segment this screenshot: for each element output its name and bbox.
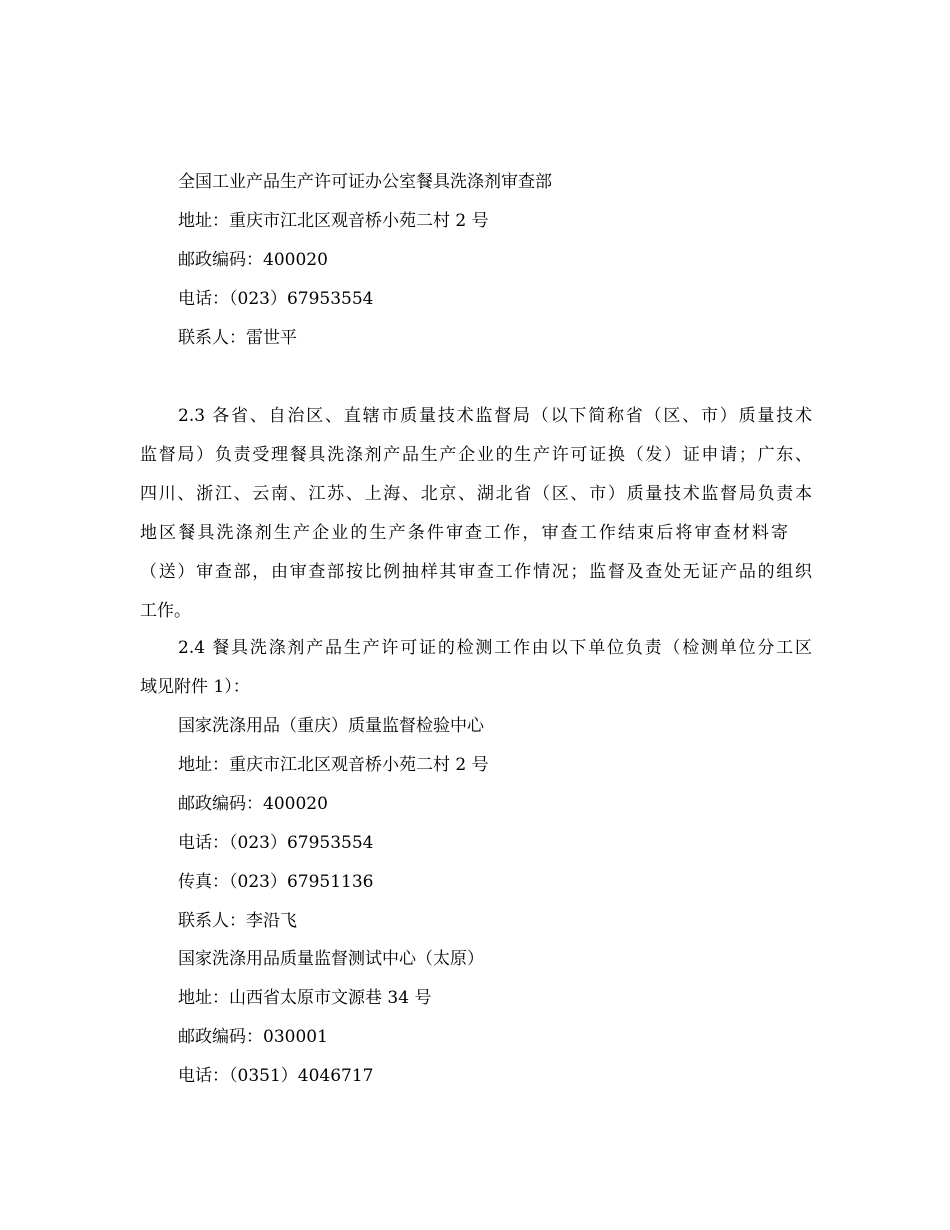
review-dept-postcode: 邮政编码：400020 bbox=[178, 250, 328, 270]
chongqing-center-contact: 联系人：李沿飞 bbox=[178, 911, 297, 931]
chongqing-center-phone: 电话：（023）67953554 bbox=[178, 833, 374, 853]
para-2-4-line-1: 2.4 餐具洗涤剂产品生产许可证的检测工作由以下单位负责（检测单位分工区 bbox=[178, 638, 812, 658]
review-dept-address: 地址：重庆市江北区观音桥小苑二村 2 号 bbox=[178, 211, 489, 231]
para-2-4-line-2: 域见附件 1）： bbox=[140, 677, 250, 697]
review-dept-name: 全国工业产品生产许可证办公室餐具洗涤剂审查部 bbox=[178, 172, 552, 192]
para-2-3-line-5: （送）审查部，由审查部按比例抽样其审查工作情况；监督及查处无证产品的组织 bbox=[140, 562, 812, 582]
chongqing-center-address: 地址：重庆市江北区观音桥小苑二村 2 号 bbox=[178, 755, 489, 775]
taiyuan-center-phone: 电话：（0351）4046717 bbox=[178, 1066, 374, 1086]
chongqing-center-postcode: 邮政编码：400020 bbox=[178, 794, 328, 814]
review-dept-contact: 联系人：雷世平 bbox=[178, 328, 297, 348]
para-2-3-line-6: 工作。 bbox=[140, 601, 191, 621]
para-2-3-line-2: 监督局）负责受理餐具洗涤剂产品生产企业的生产许可证换（发）证申请；广东、 bbox=[140, 445, 812, 465]
review-dept-phone: 电话：（023）67953554 bbox=[178, 289, 374, 309]
para-2-3-line-4: 地区餐具洗涤剂生产企业的生产条件审查工作，审查工作结束后将审查材料寄 bbox=[140, 523, 788, 543]
chongqing-center-name: 国家洗涤用品（重庆）质量监督检验中心 bbox=[178, 716, 484, 736]
chongqing-center-fax: 传真：（023）67951136 bbox=[178, 872, 374, 892]
taiyuan-center-postcode: 邮政编码：030001 bbox=[178, 1027, 328, 1047]
para-2-3-line-1: 2.3 各省、自治区、直辖市质量技术监督局（以下简称省（区、市）质量技术 bbox=[178, 406, 812, 426]
taiyuan-center-address: 地址：山西省太原市文源巷 34 号 bbox=[178, 988, 432, 1008]
taiyuan-center-name: 国家洗涤用品质量监督测试中心（太原） bbox=[178, 949, 484, 969]
para-2-3-line-3: 四川、浙江、云南、江苏、上海、北京、湖北省（区、市）质量技术监督局负责本 bbox=[140, 484, 812, 504]
